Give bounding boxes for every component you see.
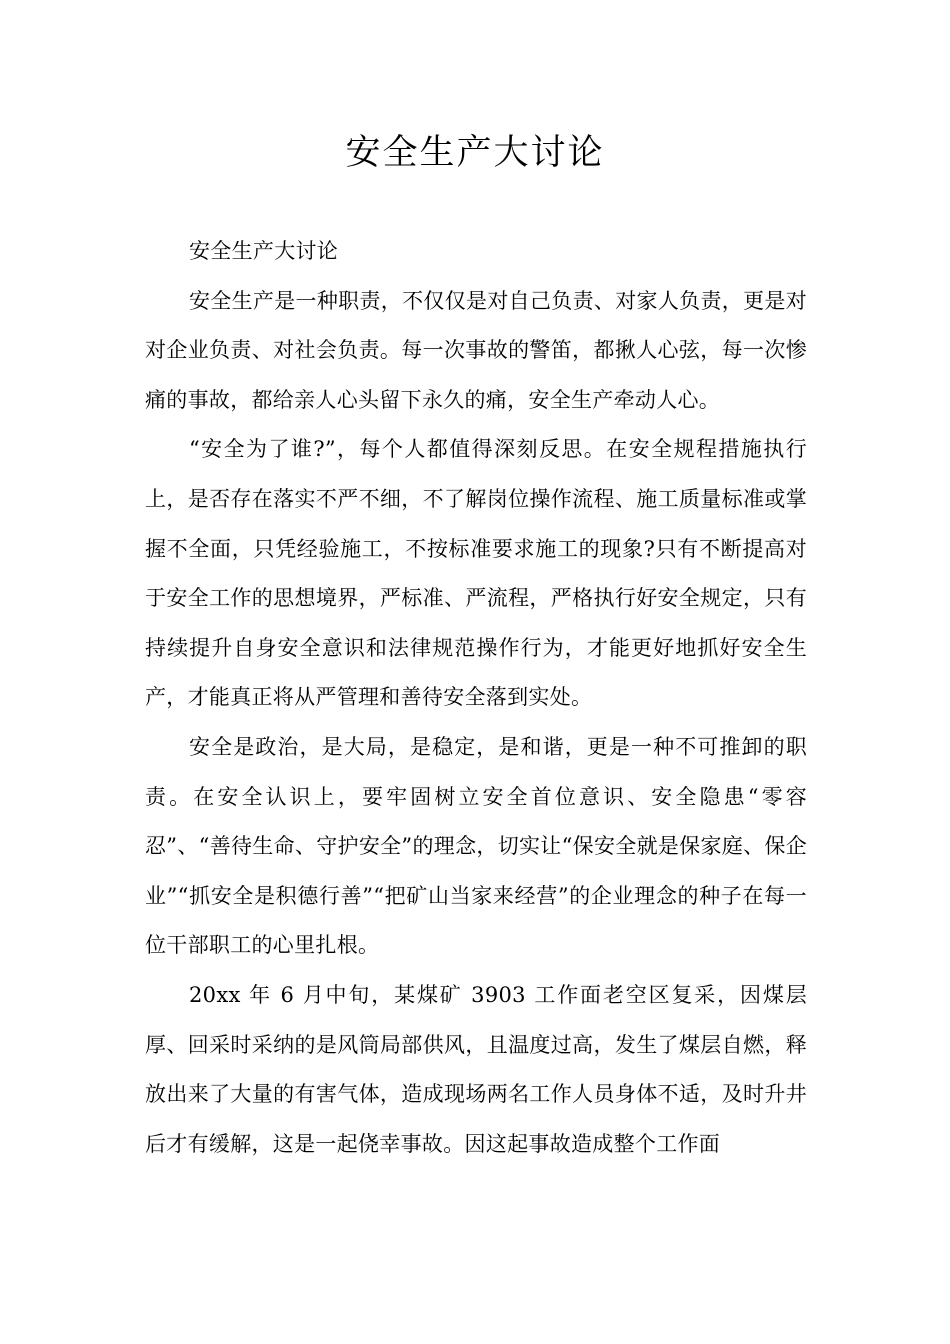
paragraph: 安全生产是一种职责，不仅仅是对自己负责、对家人负责，更是对对企业负责、对社会负责。每一次事故的警笛，都揪人心弦，每一次惨痛的事故，都给亲人心头留下永久的痛，安全生产牵动人心。 (145, 288, 807, 412)
paragraph-subtitle: 安全生产大讨论 (189, 239, 339, 263)
paragraph: 安全是政治，是大局，是稳定，是和谐，更是一种不可推卸的职责。在安全认识上，要牢固树立安全首位意识、安全隐患“零容忍”、“善待生命、守护安全”的理念，切实让“保安全就是保家庭、保企业”“抓安全是积德行善”“把矿山当家来经营”的企业理念的种子在每一位干部职工的心里扎根。 (145, 734, 807, 958)
paragraph: “安全为了谁?”，每个人都值得深刻反思。在安全规程措施执行上，是否存在落实不严不细，不了解岗位操作流程、施工质量标准或掌握不全面，只凭经验施工，不按标准要求施工的现象?只有不断提高对于安全工作的思想境界，严标准、严流程，严格执行好安全规定，只有持续提升自身安全意识和法律规范操作行为，才能更好地抓好安全生产，才能真正将从严管理和善待安全落到实处。 (145, 437, 807, 710)
paragraph: 20xx 年 6 月中旬，某煤矿 3903 工作面老空区复采，因煤层厚、回采时采纳的是风筒局部供风，且温度过高，发生了煤层自燃，释放出来了大量的有害气体，造成现场两名工作人员身体不适，及时升井后才有缓解，这是一起侥幸事故。因这起事故造成整个工作面 (145, 982, 807, 1156)
document-body (145, 227, 807, 1169)
document-title: 安全生产大讨论 (345, 133, 605, 173)
